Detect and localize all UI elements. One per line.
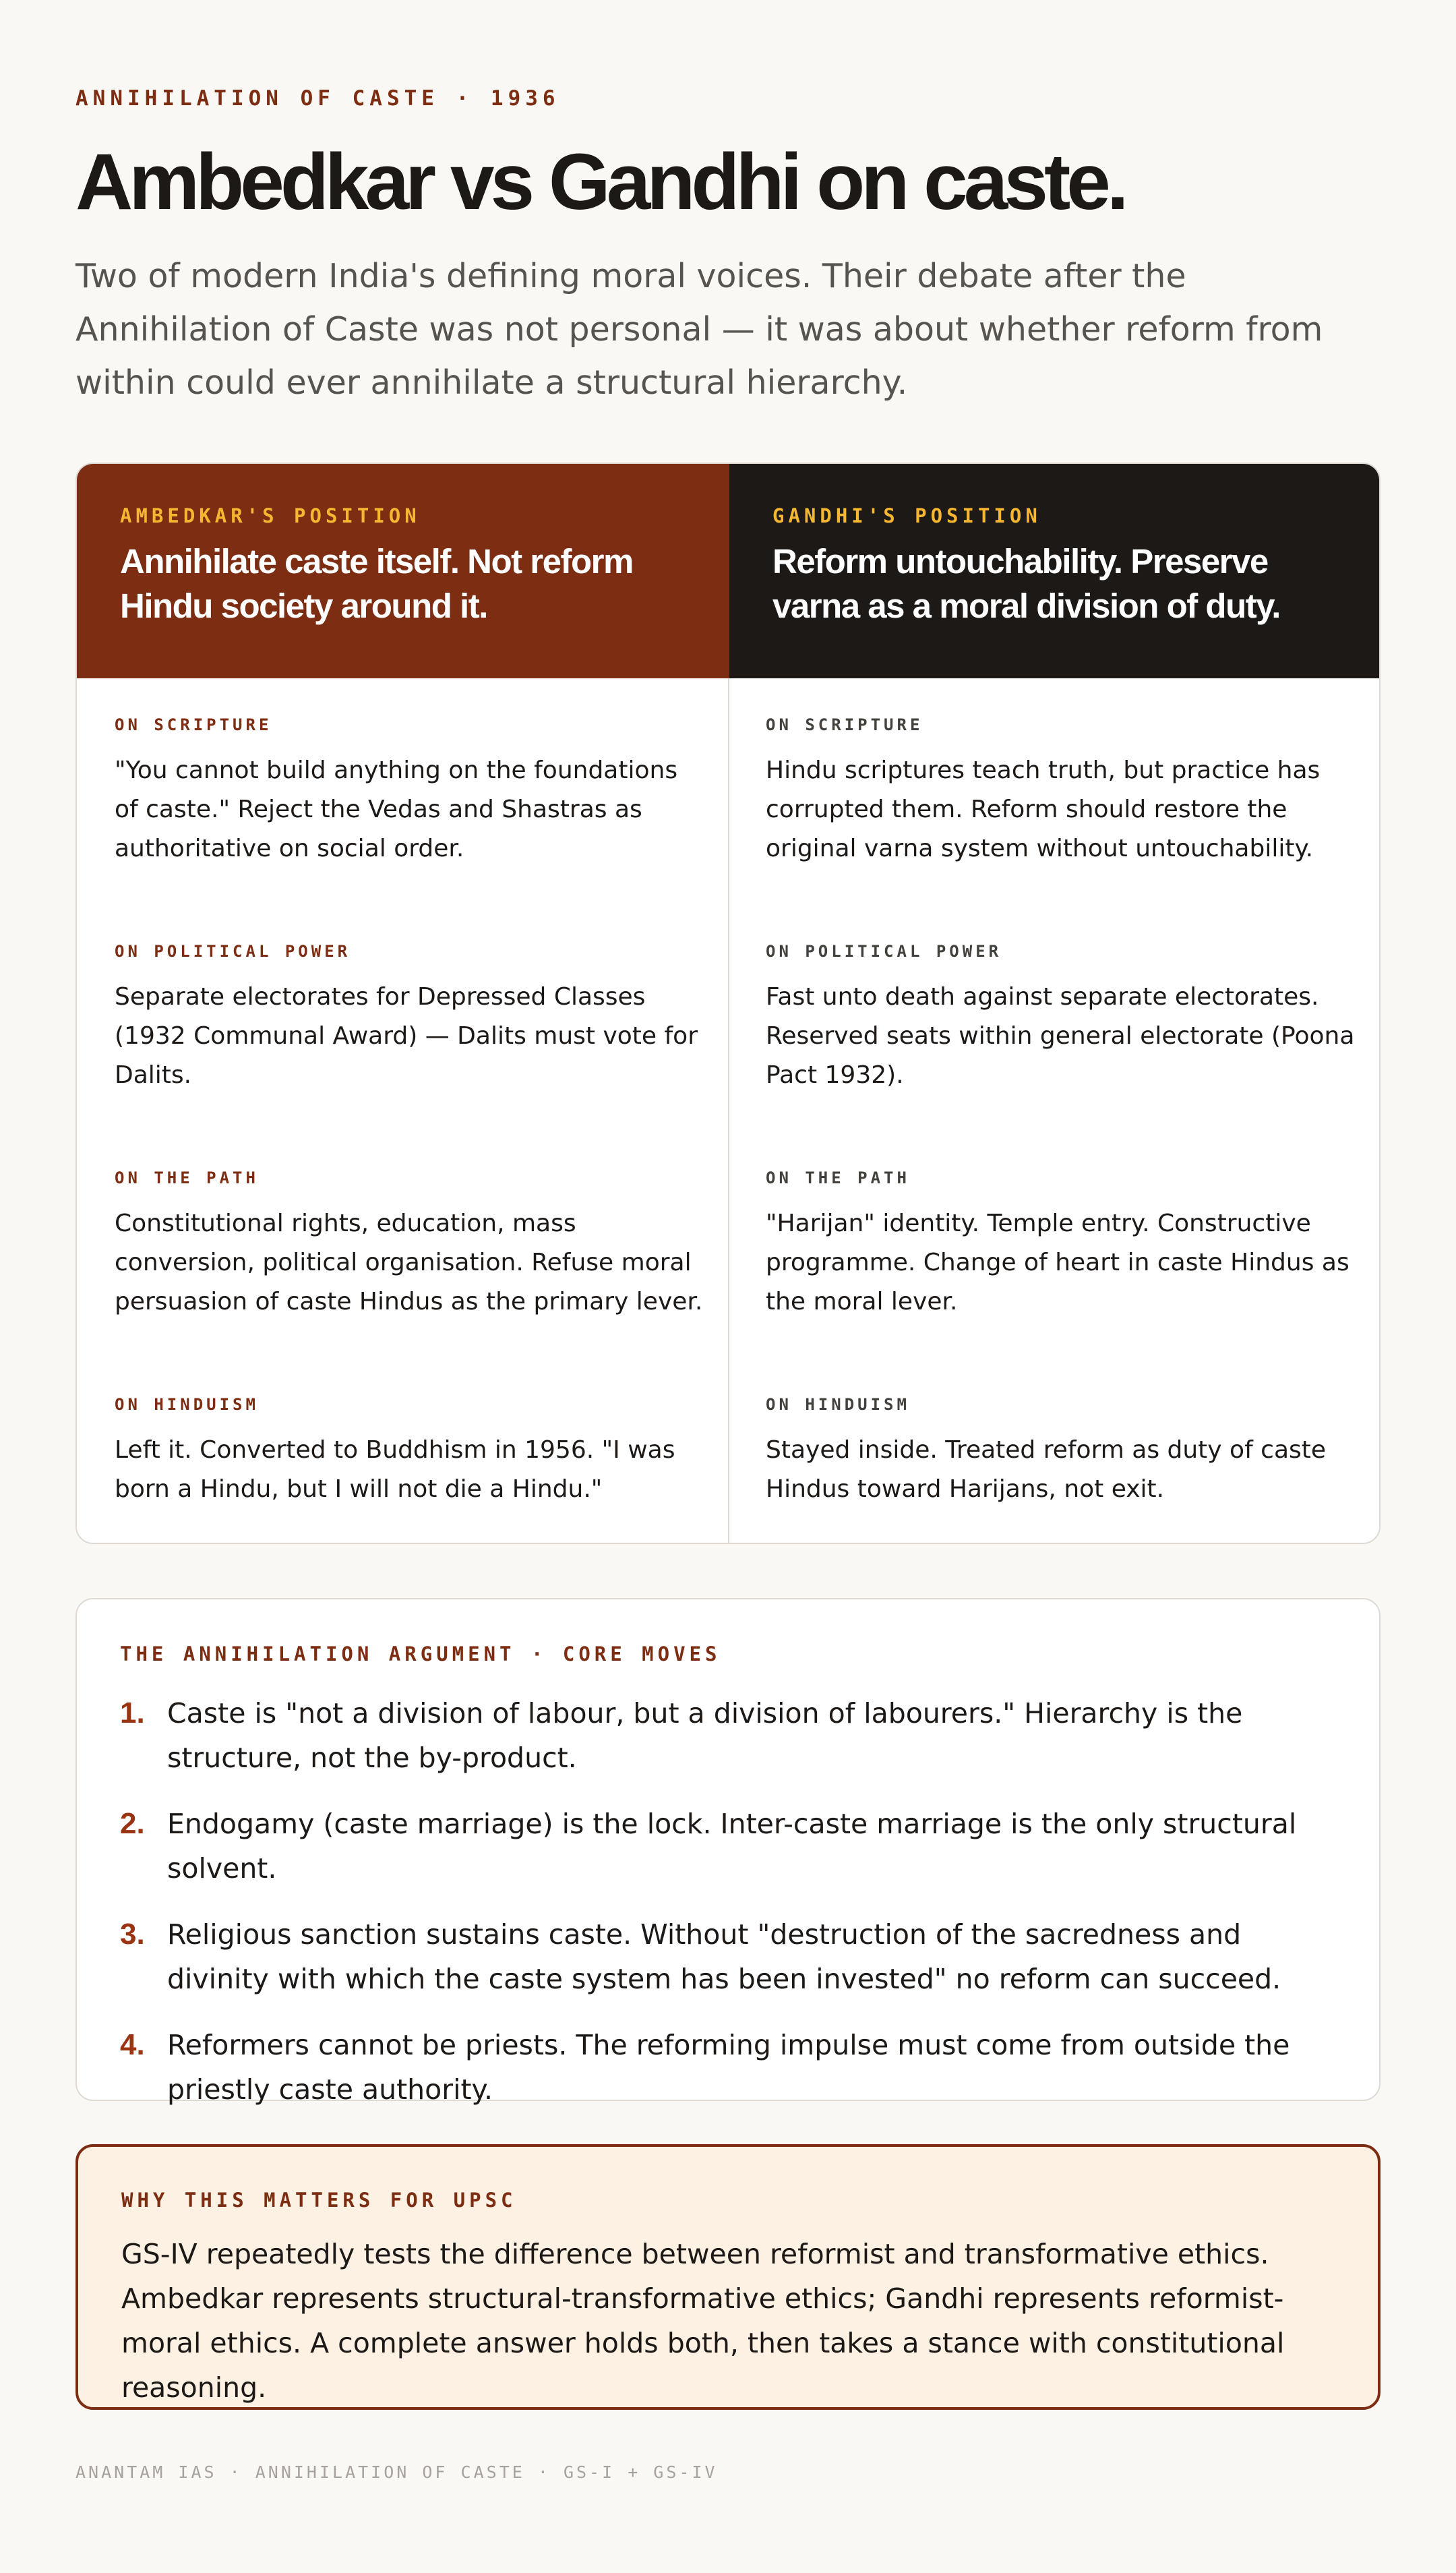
row-label: ON SCRIPTURE — [115, 715, 272, 734]
row-label: ON POLITICAL POWER — [115, 942, 351, 961]
list-item — [120, 1912, 1336, 2001]
row-label: ON POLITICAL POWER — [766, 942, 1002, 961]
row-text: "Harijan" identity. Temple entry. Constructive programme. Change of heart in caste Hindus as the moral lever. — [766, 1210, 1349, 1315]
ambedkar-header — [77, 464, 729, 678]
move-number: 1. — [120, 1696, 145, 1729]
upsc-callout — [75, 2144, 1381, 2410]
argument-label: THE ANNIHILATION ARGUMENT · CORE MOVES — [120, 1643, 721, 1665]
ambedkar-label: AMBEDKAR'S POSITION — [120, 504, 421, 527]
move-number: 3. — [120, 1918, 145, 1951]
row-text: Hindu scriptures teach truth, but practice has corrupted them. Reform should restore the original varna system without untouchability. — [766, 757, 1321, 862]
row-text: Constitutional rights, education, mass conversion, political organisation. Refuse moral persuasion of caste Hindus as the primary lever. — [115, 1210, 703, 1315]
ambedkar-title: Annihilate caste itself. Not reform Hindu society around it. — [120, 542, 633, 625]
gandhi-label: GANDHI'S POSITION — [772, 504, 1041, 527]
move-text: Religious sanction sustains caste. Without "destruction of the sacredness and divinity with which the caste system has been invested" no reform can succeed. — [167, 1918, 1281, 1995]
gandhi-political-power — [766, 941, 1359, 1095]
row-label: ON HINDUISM — [766, 1395, 910, 1414]
move-number: 2. — [120, 1807, 145, 1840]
kicker: ANNIHILATION OF CASTE · 1936 — [75, 86, 560, 111]
row-text: Left it. Converted to Buddhism in 1956. "I was born a Hindu, but I will not die a Hindu." — [115, 1436, 675, 1503]
row-text: Fast unto death against separate electorates. Reserved seats within general electorate (Poona Pact 1932). — [766, 983, 1355, 1089]
gandhi-path — [766, 1168, 1359, 1322]
argument-card — [75, 1598, 1381, 2106]
row-label: ON HINDUISM — [115, 1395, 259, 1414]
row-text: Stayed inside. Treated reform as duty of caste Hindus toward Harijans, not exit. — [766, 1436, 1327, 1503]
lede: Two of modern India's defining moral voices. Their debate after the Annihilation of Caste was not personal — it was about whether reform from within could ever annihilate a structural hierarchy. — [75, 257, 1323, 402]
gandhi-hinduism — [766, 1394, 1359, 1509]
moves-list — [120, 1691, 1336, 2112]
comparison-card — [75, 463, 1381, 1544]
footer: ANANTAM IAS · ANNIHILATION OF CASTE · GS-I + GS-IV — [75, 2462, 718, 2482]
gandhi-header — [729, 464, 1381, 678]
list-item — [120, 1802, 1336, 1891]
gandhi-scripture — [766, 715, 1359, 868]
page-title: Ambedkar vs Gandhi on caste. — [75, 138, 1125, 227]
ambedkar-path — [115, 1168, 708, 1322]
list-item — [120, 2023, 1336, 2112]
list-item — [120, 1691, 1336, 1780]
row-label: ON SCRIPTURE — [766, 715, 923, 734]
column-divider — [728, 678, 729, 1543]
upsc-label: WHY THIS MATTERS FOR UPSC — [121, 2189, 517, 2212]
ambedkar-hinduism — [115, 1394, 708, 1509]
move-number: 4. — [120, 2028, 145, 2061]
upsc-text: GS-IV repeatedly tests the difference between reformist and transformative ethics. Ambedkar represents structural-transformative ethics; Gandhi represents reformist-moral ethics. A complete answer holds both, then takes a stance with constitutional reasoning. — [121, 2238, 1285, 2404]
move-text: Endogamy (caste marriage) is the lock. Inter-caste marriage is the only structural solvent. — [167, 1808, 1297, 1885]
move-text: Reformers cannot be priests. The reforming impulse must come from outside the priestly caste authority. — [167, 2029, 1290, 2106]
move-text: Caste is "not a division of labour, but a division of labourers." Hierarchy is the structure, not the by-product. — [167, 1697, 1243, 1774]
ambedkar-political-power — [115, 941, 708, 1095]
row-label: ON THE PATH — [115, 1169, 259, 1187]
row-text: Separate electorates for Depressed Classes (1932 Communal Award) — Dalits must vote for Dalits. — [115, 983, 698, 1089]
row-text: "You cannot build anything on the foundations of caste." Reject the Vedas and Shastras as authoritative on social order. — [115, 757, 678, 862]
row-label: ON THE PATH — [766, 1169, 910, 1187]
gandhi-title: Reform untouchability. Preserve varna as a moral division of duty. — [772, 542, 1280, 625]
ambedkar-scripture — [115, 715, 708, 868]
